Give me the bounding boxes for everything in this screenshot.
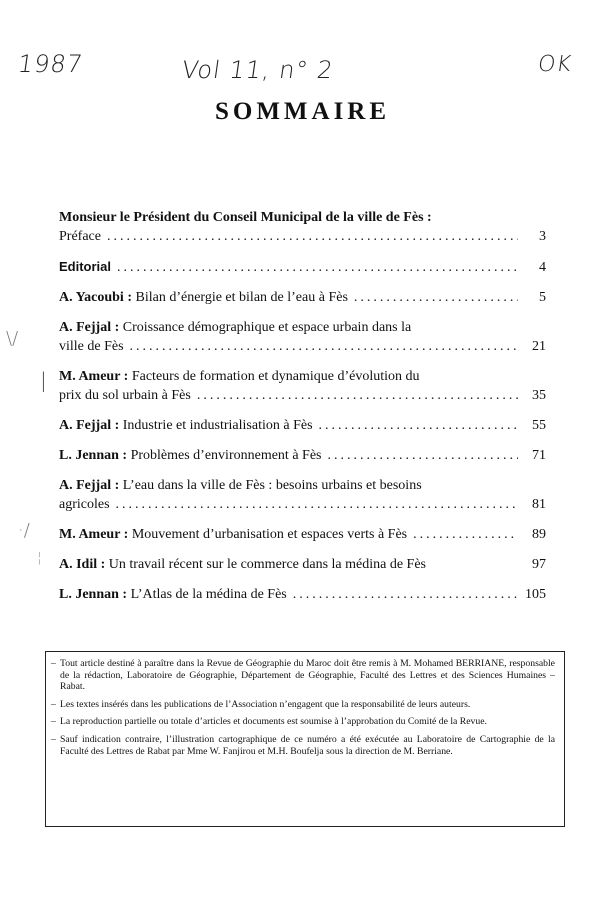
toc-page: 4: [539, 260, 546, 275]
leader-dots: [197, 386, 518, 405]
toc-title: Préface: [59, 229, 101, 244]
toc-author: M. Ameur :: [59, 527, 129, 542]
toc-entry[interactable]: [59, 208, 546, 246]
toc-page: 21: [532, 339, 546, 354]
leader-dots: [107, 227, 518, 246]
toc-author: L. Jennan :: [59, 587, 128, 602]
leader-dots: [117, 258, 518, 277]
leader-dots: [413, 525, 518, 544]
toc-page: 5: [539, 290, 546, 305]
notice-dash: –: [51, 698, 56, 710]
toc-page: 71: [532, 448, 546, 463]
notice-item: [51, 734, 555, 757]
leader-dots: [327, 446, 518, 465]
margin-mark: \/: [6, 328, 19, 349]
toc-title: agricoles: [59, 497, 110, 512]
notice-item: [51, 658, 555, 693]
toc-author: M. Ameur :: [59, 369, 129, 384]
leader-dots: [130, 337, 518, 356]
toc-page: 81: [532, 497, 546, 512]
toc-author: A. Yacoubi :: [59, 290, 132, 305]
toc-page: 55: [532, 418, 546, 433]
notice-item: [51, 699, 555, 711]
toc-entry[interactable]: [59, 555, 546, 574]
toc-page: 97: [532, 557, 546, 572]
toc-title: Problèmes d’environnement à Fès: [130, 448, 322, 463]
handwritten-year: 1987: [16, 50, 86, 78]
margin-mark: |: [40, 368, 47, 392]
notice-text: La reproduction partielle ou totale d’articles et documents est soumise à l’approbation du Comité de la Revue.: [60, 716, 487, 728]
handwritten-volume: Vol 11, n° 2: [180, 56, 336, 84]
toc-author: A. Idil :: [59, 557, 106, 572]
toc-page: 35: [532, 388, 546, 403]
toc-entry[interactable]: [59, 416, 546, 435]
notice-text: Tout article destiné à paraître dans la Revue de Géographie du Maroc doit être remis à M. Mohamed BERRIANE, responsable de la rédaction, Laboratoire de Géographie, Département de Géographie, Faculté des Lettres et des Sciences Humaines – Rabat.: [60, 658, 555, 693]
leader-dots: [354, 288, 518, 307]
margin-mark: ¦: [37, 550, 42, 566]
toc-page: 89: [532, 527, 546, 542]
notice-dash: –: [51, 658, 56, 669]
toc-title: L’Atlas de la médina de Fès: [130, 587, 287, 602]
handwritten-ok: OK: [536, 52, 574, 77]
toc-author: A. Fejjal :: [59, 320, 120, 335]
notice-text: Sauf indication contraire, l’illustration cartographique de ce numéro a été exécutée au Laboratoire de Cartographie de la Faculté des Lettres de Rabat par Mme W. Fanjirou et M.H. Boufelja sous la direction de M. Berriane.: [60, 733, 555, 757]
toc-entry[interactable]: [59, 318, 546, 356]
margin-mark: ·/: [18, 520, 30, 541]
toc-title-line1: Croissance démographique et espace urbain dans la: [122, 320, 412, 335]
toc-title: Un travail récent sur le commerce dans la médina de Fès: [108, 557, 427, 572]
toc-entry[interactable]: [59, 585, 546, 604]
toc-entry[interactable]: [59, 476, 546, 514]
toc-entry[interactable]: [59, 257, 546, 277]
toc-page: 3: [539, 229, 546, 244]
toc-author: Editorial: [59, 259, 112, 274]
toc-title-line1: Facteurs de formation et dynamique d’évolution du: [131, 369, 420, 384]
toc-entry[interactable]: [59, 525, 546, 544]
notice-dash: –: [51, 733, 56, 745]
toc-title: Bilan d’énergie et bilan de l’eau à Fès: [135, 290, 348, 305]
toc-title: Industrie et industrialisation à Fès: [122, 418, 313, 433]
toc-title: Mouvement d’urbanisation et espaces verts à Fès: [131, 527, 408, 542]
toc-author: A. Fejjal :: [59, 478, 120, 493]
leader-dots: [293, 585, 518, 604]
toc-title: ville de Fès: [59, 339, 124, 354]
leader-dots: [319, 416, 518, 435]
table-of-contents: [59, 208, 546, 615]
toc-entry[interactable]: [59, 446, 546, 465]
toc-entry[interactable]: [59, 367, 546, 405]
notice-text: Les textes insérés dans les publications de l’Association n’engagent que la responsabilité de leurs auteurs.: [60, 698, 471, 710]
leader-dots: [116, 495, 518, 514]
toc-entry[interactable]: [59, 288, 546, 307]
toc-title: prix du sol urbain à Fès: [59, 388, 191, 403]
toc-page: 105: [525, 587, 546, 602]
toc-author: A. Fejjal :: [59, 418, 120, 433]
notice-item: [51, 716, 555, 728]
toc-author: L. Jennan :: [59, 448, 128, 463]
notice-dash: –: [51, 716, 56, 728]
toc-title-line1: L’eau dans la ville de Fès : besoins urbains et besoins: [122, 478, 422, 493]
editorial-notice-box: [45, 651, 565, 827]
toc-author: Monsieur le Président du Conseil Municipal de la ville de Fès :: [59, 210, 432, 225]
page-title: SOMMAIRE: [214, 98, 391, 125]
